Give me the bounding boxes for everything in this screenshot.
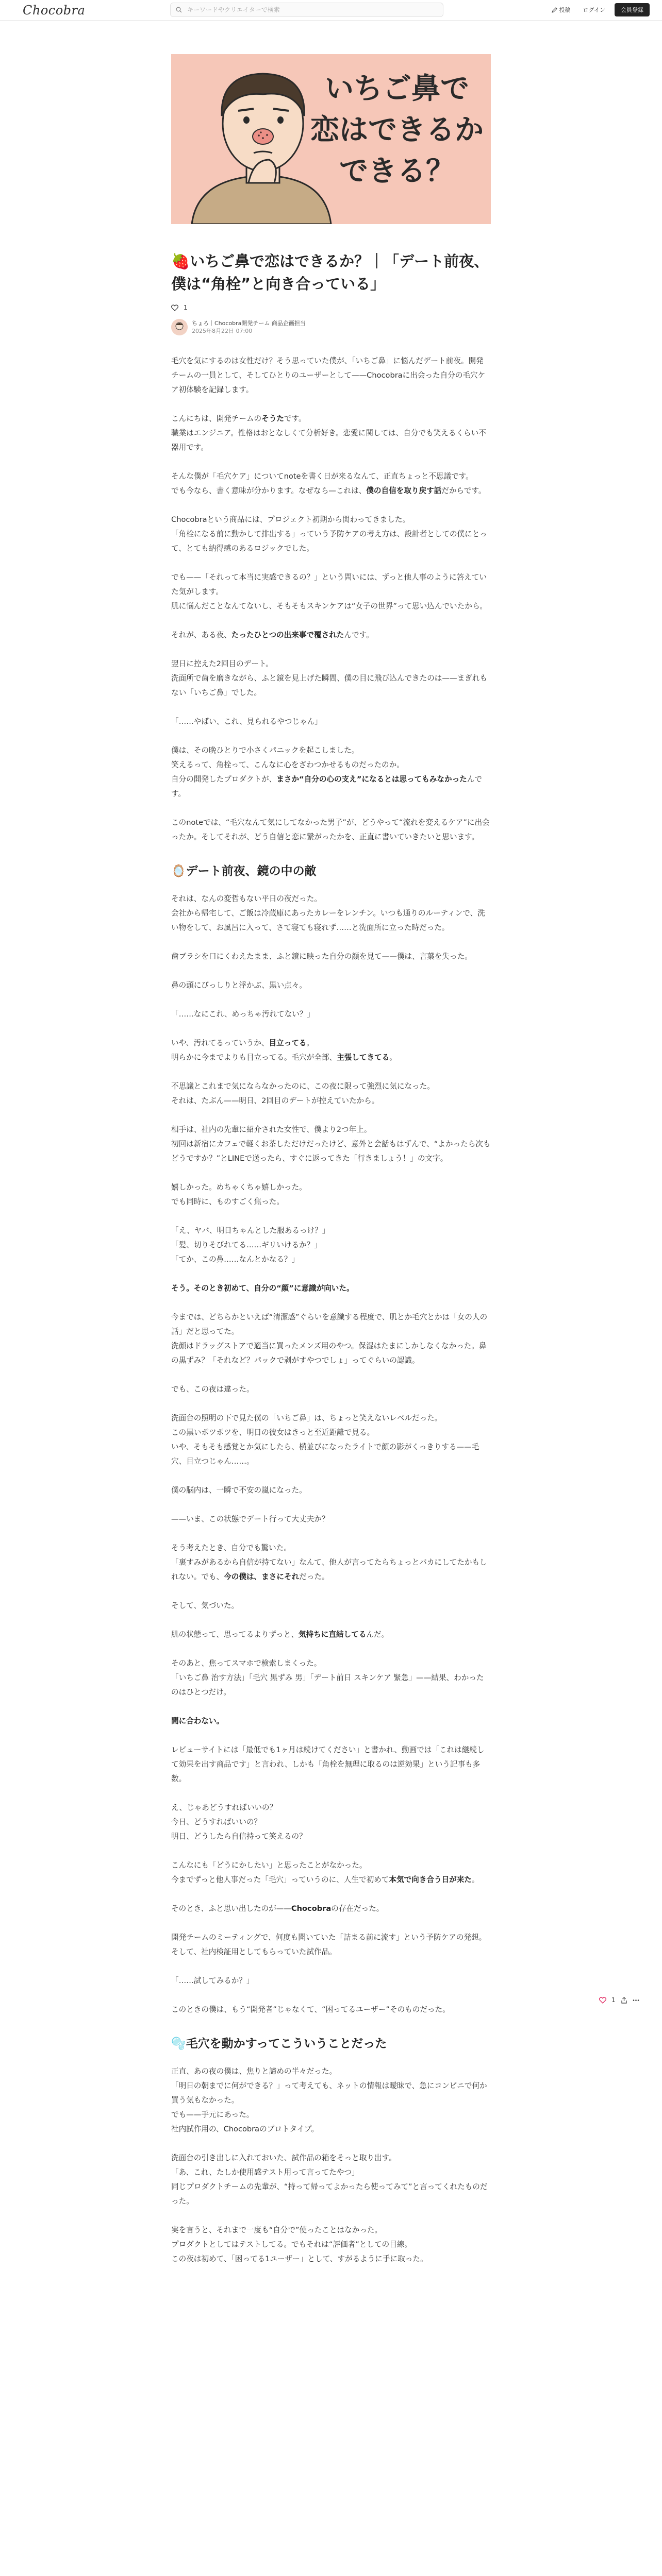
paragraph-text: それは、なんの変哲もない平日の夜だった。 xyxy=(171,894,322,903)
paragraph-text: レビューサイトには「最低でも1ヶ月は続けてください」と書かれ、動画では「これは継続して効果を出す商品です」と言われ、しかも「角栓を無理に取るのは逆効果」という記事も多数。 xyxy=(171,1745,485,1783)
paragraph-text: 今日、どうすればいいの？ xyxy=(171,1818,262,1826)
paragraph-text: 「髪、切りそびれてる……ギリいけるか？」 xyxy=(171,1241,322,1249)
paragraph xyxy=(171,950,491,964)
paragraph xyxy=(171,1483,491,1498)
paragraph xyxy=(171,1512,491,1527)
paragraph-text: 自分の開発したプロダクトが、 xyxy=(171,775,277,784)
paragraph-text: でも——「それって本当に実感できるの？」という問いには、ずっと他人事のように答えていた気がします。 xyxy=(171,573,487,596)
nav-right xyxy=(549,3,650,16)
paragraph xyxy=(171,1541,491,1584)
paragraph-text: 「てか、この鼻……なんとかなる？」 xyxy=(171,1255,300,1264)
paragraph-text: でも——手元にあった。 xyxy=(171,2110,254,2119)
like-count: 1 xyxy=(184,304,188,311)
paragraph-text: 翌日に控えた2回目のデート。 xyxy=(171,659,273,668)
paragraph xyxy=(171,1599,491,1613)
article-body xyxy=(171,354,491,2266)
search-box[interactable] xyxy=(170,3,443,17)
paragraph xyxy=(171,1858,491,1887)
paragraph-text: 「え、ヤバ、明日ちゃんとした服あるっけ？」 xyxy=(171,1226,330,1235)
paragraph-text: 明日、どうしたら自信持って笑えるの？ xyxy=(171,1832,307,1841)
paragraph xyxy=(171,816,491,844)
paragraph xyxy=(171,1714,491,1728)
paragraph-text: それは、たぶん——明日、2回目のデートが控えていたから。 xyxy=(171,1096,379,1105)
paragraph-text: それが、ある夜、 xyxy=(171,631,231,639)
emphasis-text: 今の僕は、まさにそれ xyxy=(224,1572,300,1581)
paragraph xyxy=(171,743,491,801)
search-icon xyxy=(176,7,182,13)
author-row[interactable] xyxy=(171,318,491,336)
emphasis-text: たったひとつの出来事で覆された xyxy=(231,631,344,639)
emphasis-text: 本気で向き合う日が来た xyxy=(389,1875,472,1884)
paragraph-text: 。 xyxy=(389,1053,397,1062)
paragraph xyxy=(171,1224,491,1267)
paragraph xyxy=(171,2064,491,2137)
paragraph-text: 今までずっと他人事だった「毛穴」っていうのに、人生で初めて xyxy=(171,1875,389,1884)
article xyxy=(171,54,491,2281)
paragraph-text: ——いま、この状態でデート行って大丈夫か？ xyxy=(171,1515,329,1523)
paragraph-text: 今までは、どちらかといえば“清潔感”ぐらいを意識する程度で、肌とか毛穴とかは「女の人の話」だと思ってた。 xyxy=(171,1313,488,1336)
paragraph-text: 毛穴を気にするのは女性だけ？そう思っていた僕が、「いちご鼻」に悩んだデート前夜。開発チームの一員として、そしてひとりのユーザーとして——Chocobraに出会った自分の毛穴ケア初体験を記録します。 xyxy=(171,357,486,394)
paragraph-text: 洗面台の引き出しに入れておいた、試作品の箱をそっと取り出す。 xyxy=(171,2154,396,2162)
emphasis-text: 目立ってる xyxy=(269,1039,307,1047)
publish-date: 2025年8月22日 07:00 xyxy=(192,328,253,334)
paragraph-text: 嬉しかった。めちゃくちゃ嬉しかった。 xyxy=(171,1183,307,1192)
paragraph xyxy=(171,1382,491,1397)
author-meta xyxy=(192,319,306,335)
paragraph-text: この黒いポツポツを、明日の彼女はきっと至近距離で見る。 xyxy=(171,1428,375,1437)
hero-line-2: 恋はできるか xyxy=(310,113,484,147)
paragraph xyxy=(171,657,491,700)
paragraph xyxy=(171,892,491,935)
paragraph xyxy=(171,628,491,642)
paragraph xyxy=(171,412,491,455)
paragraph xyxy=(171,469,491,498)
floating-actions xyxy=(599,1996,639,2004)
paragraph-text: こんにちは、開発チームの xyxy=(171,414,262,423)
section-heading: 🫧毛穴を動かすってこういうことだった xyxy=(171,2037,387,2050)
paragraph-text: です。 xyxy=(284,414,306,423)
paragraph-text: そして、社内検証用としてもらっていた試作品。 xyxy=(171,1947,337,1956)
emphasis-text: そう。 xyxy=(171,1284,194,1293)
paragraph xyxy=(171,1656,491,1700)
paragraph-text: 明らかに今までよりも目立ってる。毛穴が全部、 xyxy=(171,1053,337,1062)
paragraph-text: 「……やばい、これ、見られるやつじゃん」 xyxy=(171,717,322,726)
paragraph-text: そして、気づいた。 xyxy=(171,1601,239,1610)
section-heading: 🪞デート前夜、鏡の中の敵 xyxy=(171,865,317,878)
paragraph-text: 僕は、その晩ひとりで小さくパニックを起こしました。 xyxy=(171,746,359,755)
heart-icon[interactable] xyxy=(171,304,178,311)
paragraph-text: 開発チームのミーティングで、何度も聞いていた「詰まる前に流す」という予防ケアの発想。 xyxy=(171,1933,487,1942)
paragraph-text: 僕の脳内は、一瞬で不安の嵐になった。 xyxy=(171,1486,307,1495)
paragraph-text: 肌の状態って、思ってるよりずっと、 xyxy=(171,1630,299,1639)
paragraph-text: 「裏すみがあるから自信が持てない」なんて、他人が言ってたらちょっとバカにしてたかもしれない。でも、 xyxy=(171,1558,487,1581)
paragraph xyxy=(171,1123,491,1166)
paragraph-text: 社内試作用の、Chocobraのプロトタイプ。 xyxy=(171,2125,319,2133)
paragraph xyxy=(171,2223,491,2266)
paragraph-text: 歯ブラシを口にくわえたまま、ふと鏡に映った自分の顔を見て——僕は、言葉を失った。 xyxy=(171,952,472,961)
paragraph-text: 「……なにこれ、めっちゃ汚れてない？」 xyxy=(171,1010,315,1019)
paragraph-text: いや、そもそも感覚とか気にしたら、横並びになったライトで顔の影がくっきりする——毛穴、目立つじゃん……。 xyxy=(171,1443,479,1466)
paragraph xyxy=(171,1902,491,1916)
more-icon[interactable] xyxy=(633,1997,639,2004)
emphasis-text: そうた xyxy=(261,414,284,423)
post-button[interactable] xyxy=(549,3,574,16)
paragraph-text: の存在だった。 xyxy=(331,1904,384,1913)
site-logo[interactable]: Chocobra xyxy=(23,3,86,18)
floating-like-count: 1 xyxy=(611,1996,616,2004)
paragraph xyxy=(171,715,491,729)
paragraph xyxy=(171,354,491,397)
paragraph xyxy=(171,1743,491,1786)
paragraph-text: だった。 xyxy=(299,1572,329,1581)
post-label: 投稿 xyxy=(559,7,571,13)
paragraph-text: 職業はエンジニア。性格はおとなしくて分析好き。恋愛に関しては、自分でも笑えるくらい不器用です。 xyxy=(171,429,486,452)
paragraph xyxy=(171,978,491,993)
paragraph-text: 「あ、これ、たしか使用感テスト用って言ってたやつ」 xyxy=(171,2168,359,2177)
paragraph-text: え、じゃあどうすればいいの？ xyxy=(171,1803,277,1812)
paragraph xyxy=(171,2151,491,2209)
paragraph-text: プロダクトとしてはテストしてる。でもそれは“評価者”としての目線。 xyxy=(171,2240,412,2249)
paragraph xyxy=(171,1079,491,1108)
paragraph-text: 「明日の朝までに何ができる？」って考えても、ネットの情報は曖昧で、急にコンビニで何か買う気もなかった。 xyxy=(171,2081,487,2105)
hero-line-1: いちご鼻で xyxy=(325,72,469,106)
paragraph xyxy=(171,570,491,614)
author-name[interactable]: ちょろ｜Chocobra開発チーム 商品企画担当 xyxy=(192,320,306,327)
emphasis-text: Chocobra xyxy=(291,1904,332,1913)
login-link[interactable]: ログイン xyxy=(583,7,605,13)
paragraph-text: 同じプロダクトチームの先輩が、“持って帰ってよかったら使ってみて”と言ってくれたものだった。 xyxy=(171,2182,488,2206)
paragraph xyxy=(171,1281,491,1296)
paragraph xyxy=(171,1974,491,1988)
paragraph-text: 会社から帰宅して、ご飯は冷蔵庫にあったカレーをレンチン。いつも通りのルーティンで、洗い物をして、お風呂に入って、さて寝ても寝れず……と洗面所に立った時だった。 xyxy=(171,909,485,932)
search-input[interactable] xyxy=(186,6,436,14)
heart-icon[interactable] xyxy=(599,1997,606,2004)
paragraph xyxy=(171,1801,491,1844)
hero-title xyxy=(304,69,490,192)
emphasis-text: 気持ちに直結してる xyxy=(298,1630,367,1639)
paragraph-text: 相手は、社内の先輩に紹介された女性で、僕より2つ年上。 xyxy=(171,1125,372,1134)
emphasis-text: 主張してきてる xyxy=(337,1053,390,1062)
paragraph-text: でも、この夜は違った。 xyxy=(171,1385,254,1394)
article-title: 🍓いちご鼻で恋はできるか？｜「デート前夜、僕は“角栓”と向き合っている」 xyxy=(171,252,489,293)
paragraph xyxy=(171,1930,491,1959)
paragraph xyxy=(171,1628,491,1642)
paragraph xyxy=(171,1411,491,1469)
paragraph-text: 洗顔はドラッグストアで適当に買ったメンズ用のやつ。保湿はたまにしかしなくなかった。鼻の黒ずみ？「それなど？パックで剥がすやつでしょ」ってぐらいの認識。 xyxy=(171,1342,487,1365)
paragraph-text: 。 xyxy=(306,1039,315,1047)
emphasis-text: 間に合わない。 xyxy=(171,1717,224,1725)
paragraph-text: このnoteでは、“毛穴なんて気にしてなかった男子”が、どうやって“流れを変えるケア”に出会ったか。そしてそれが、どう自信と恋に繋がったかを、正直に書いていきたいと思います。 xyxy=(171,818,490,841)
paragraph-text: だからです。 xyxy=(441,486,486,495)
top-bar xyxy=(0,0,662,21)
avatar[interactable] xyxy=(171,319,188,335)
paragraph-text: そのあと、焦ってスマホで検索しまくった。 xyxy=(171,1659,322,1668)
emphasis-text: そのとき初めて、自分の“顔”に意識が向いた。 xyxy=(193,1284,354,1293)
paragraph-text: いや、汚れてるっていうか、 xyxy=(171,1039,269,1047)
likes-row xyxy=(171,302,491,313)
paragraph xyxy=(171,1036,491,1065)
paragraph-text: 「角栓になる前に動かして排出する」っていう予防ケアの考え方は、設計者としての僕にとって、とても納得感のあるロジックでした。 xyxy=(171,530,487,553)
paragraph-text: Chocobraという商品には、プロジェクト初期から関わってきました。 xyxy=(171,515,410,524)
avatar-image xyxy=(171,319,188,335)
paragraph-text: 洗面台の照明の下で見た僕の「いちご鼻」は、ちょっと笑えないレベルだった。 xyxy=(171,1414,442,1422)
paragraph-text: この夜は初めて、「困ってる1ユーザー」として、すがるように手に取った。 xyxy=(171,2255,428,2263)
paragraph-text: 不思議とこれまで気にならなかったのに、この夜に限って強烈に気になった。 xyxy=(171,1082,435,1091)
paragraph-text: でも同時に、ものすごく焦った。 xyxy=(171,1197,284,1206)
paragraph-text: 初回は新宿にカフェで軽くお茶しただけだったけど、意外と会話もはずんで、“よかったら次もどうですか？”とLINEで送ったら、すぐに返ってきた「行きましょう！」の文字。 xyxy=(171,1140,491,1163)
paragraph-text: 実を言うと、それまで一度も“自分で”使ったことはなかった。 xyxy=(171,2226,383,2234)
share-icon[interactable] xyxy=(621,1997,627,2004)
paragraph-text: 洗面所で歯を磨きながら、ふと鏡を見上げた瞬間、僕の目に飛び込んできたのは——まぎれもない「いちご鼻」でした。 xyxy=(171,674,487,697)
paragraph-text: このときの僕は、もう“開発者”じゃなくて、“困ってるユーザー”そのものだった。 xyxy=(171,2005,450,2014)
paragraph-text: んだ。 xyxy=(366,1630,389,1639)
paragraph-text: そのとき、ふと思い出したのが—— xyxy=(171,1904,291,1913)
paragraph xyxy=(171,513,491,556)
paragraph-text: 鼻の頭にびっしりと浮かぶ、黒い点々。 xyxy=(171,981,307,990)
paragraph-text: んです。 xyxy=(171,775,482,798)
signup-button[interactable]: 会員登録 xyxy=(615,3,650,16)
hero-line-3: できる？ xyxy=(339,155,455,188)
emphasis-text: まさか“自分の心の支え”になるとは思ってもみなかった xyxy=(276,775,467,784)
paragraph-text: 「いちご鼻 治す方法」「毛穴 黒ずみ 男」「デート前日 スキンケア 緊急」——結果、わかったのはひとつだけ。 xyxy=(171,1673,484,1697)
paragraph-text: でも今なら、書く意味が分かります。なぜなら—これは、 xyxy=(171,486,367,495)
paragraph-text: んです。 xyxy=(344,631,374,639)
paragraph xyxy=(171,1310,491,1368)
paragraph-text: そう考えたとき、自分でも驚いた。 xyxy=(171,1544,291,1552)
pen-icon xyxy=(552,7,557,13)
paragraph-text: 笑えるって、角栓って、こんなに心をざわつかせるものだったのか。 xyxy=(171,760,404,769)
paragraph-text: そんな僕が「毛穴ケア」についてnoteを書く日が来るなんて、正直ちょっと不思議です。 xyxy=(171,472,473,481)
paragraph-text: 正直、あの夜の僕は、焦りと諦めの半々だった。 xyxy=(171,2067,337,2076)
hero-image xyxy=(171,54,491,224)
emphasis-text: 僕の自信を取り戻す話 xyxy=(366,486,442,495)
paragraph xyxy=(171,2003,491,2017)
paragraph-text: 「……試してみるか？」 xyxy=(171,1976,254,1985)
paragraph xyxy=(171,1180,491,1209)
paragraph-text: こんなにも「どうにかしたい」と思ったことがなかった。 xyxy=(171,1861,367,1870)
paragraph-text: 肌に悩んだことなんてないし、そもそもスキンケアは“女子の世界”って思い込んでいたから。 xyxy=(171,602,488,611)
paragraph-text: 。 xyxy=(471,1875,479,1884)
paragraph xyxy=(171,1007,491,1022)
